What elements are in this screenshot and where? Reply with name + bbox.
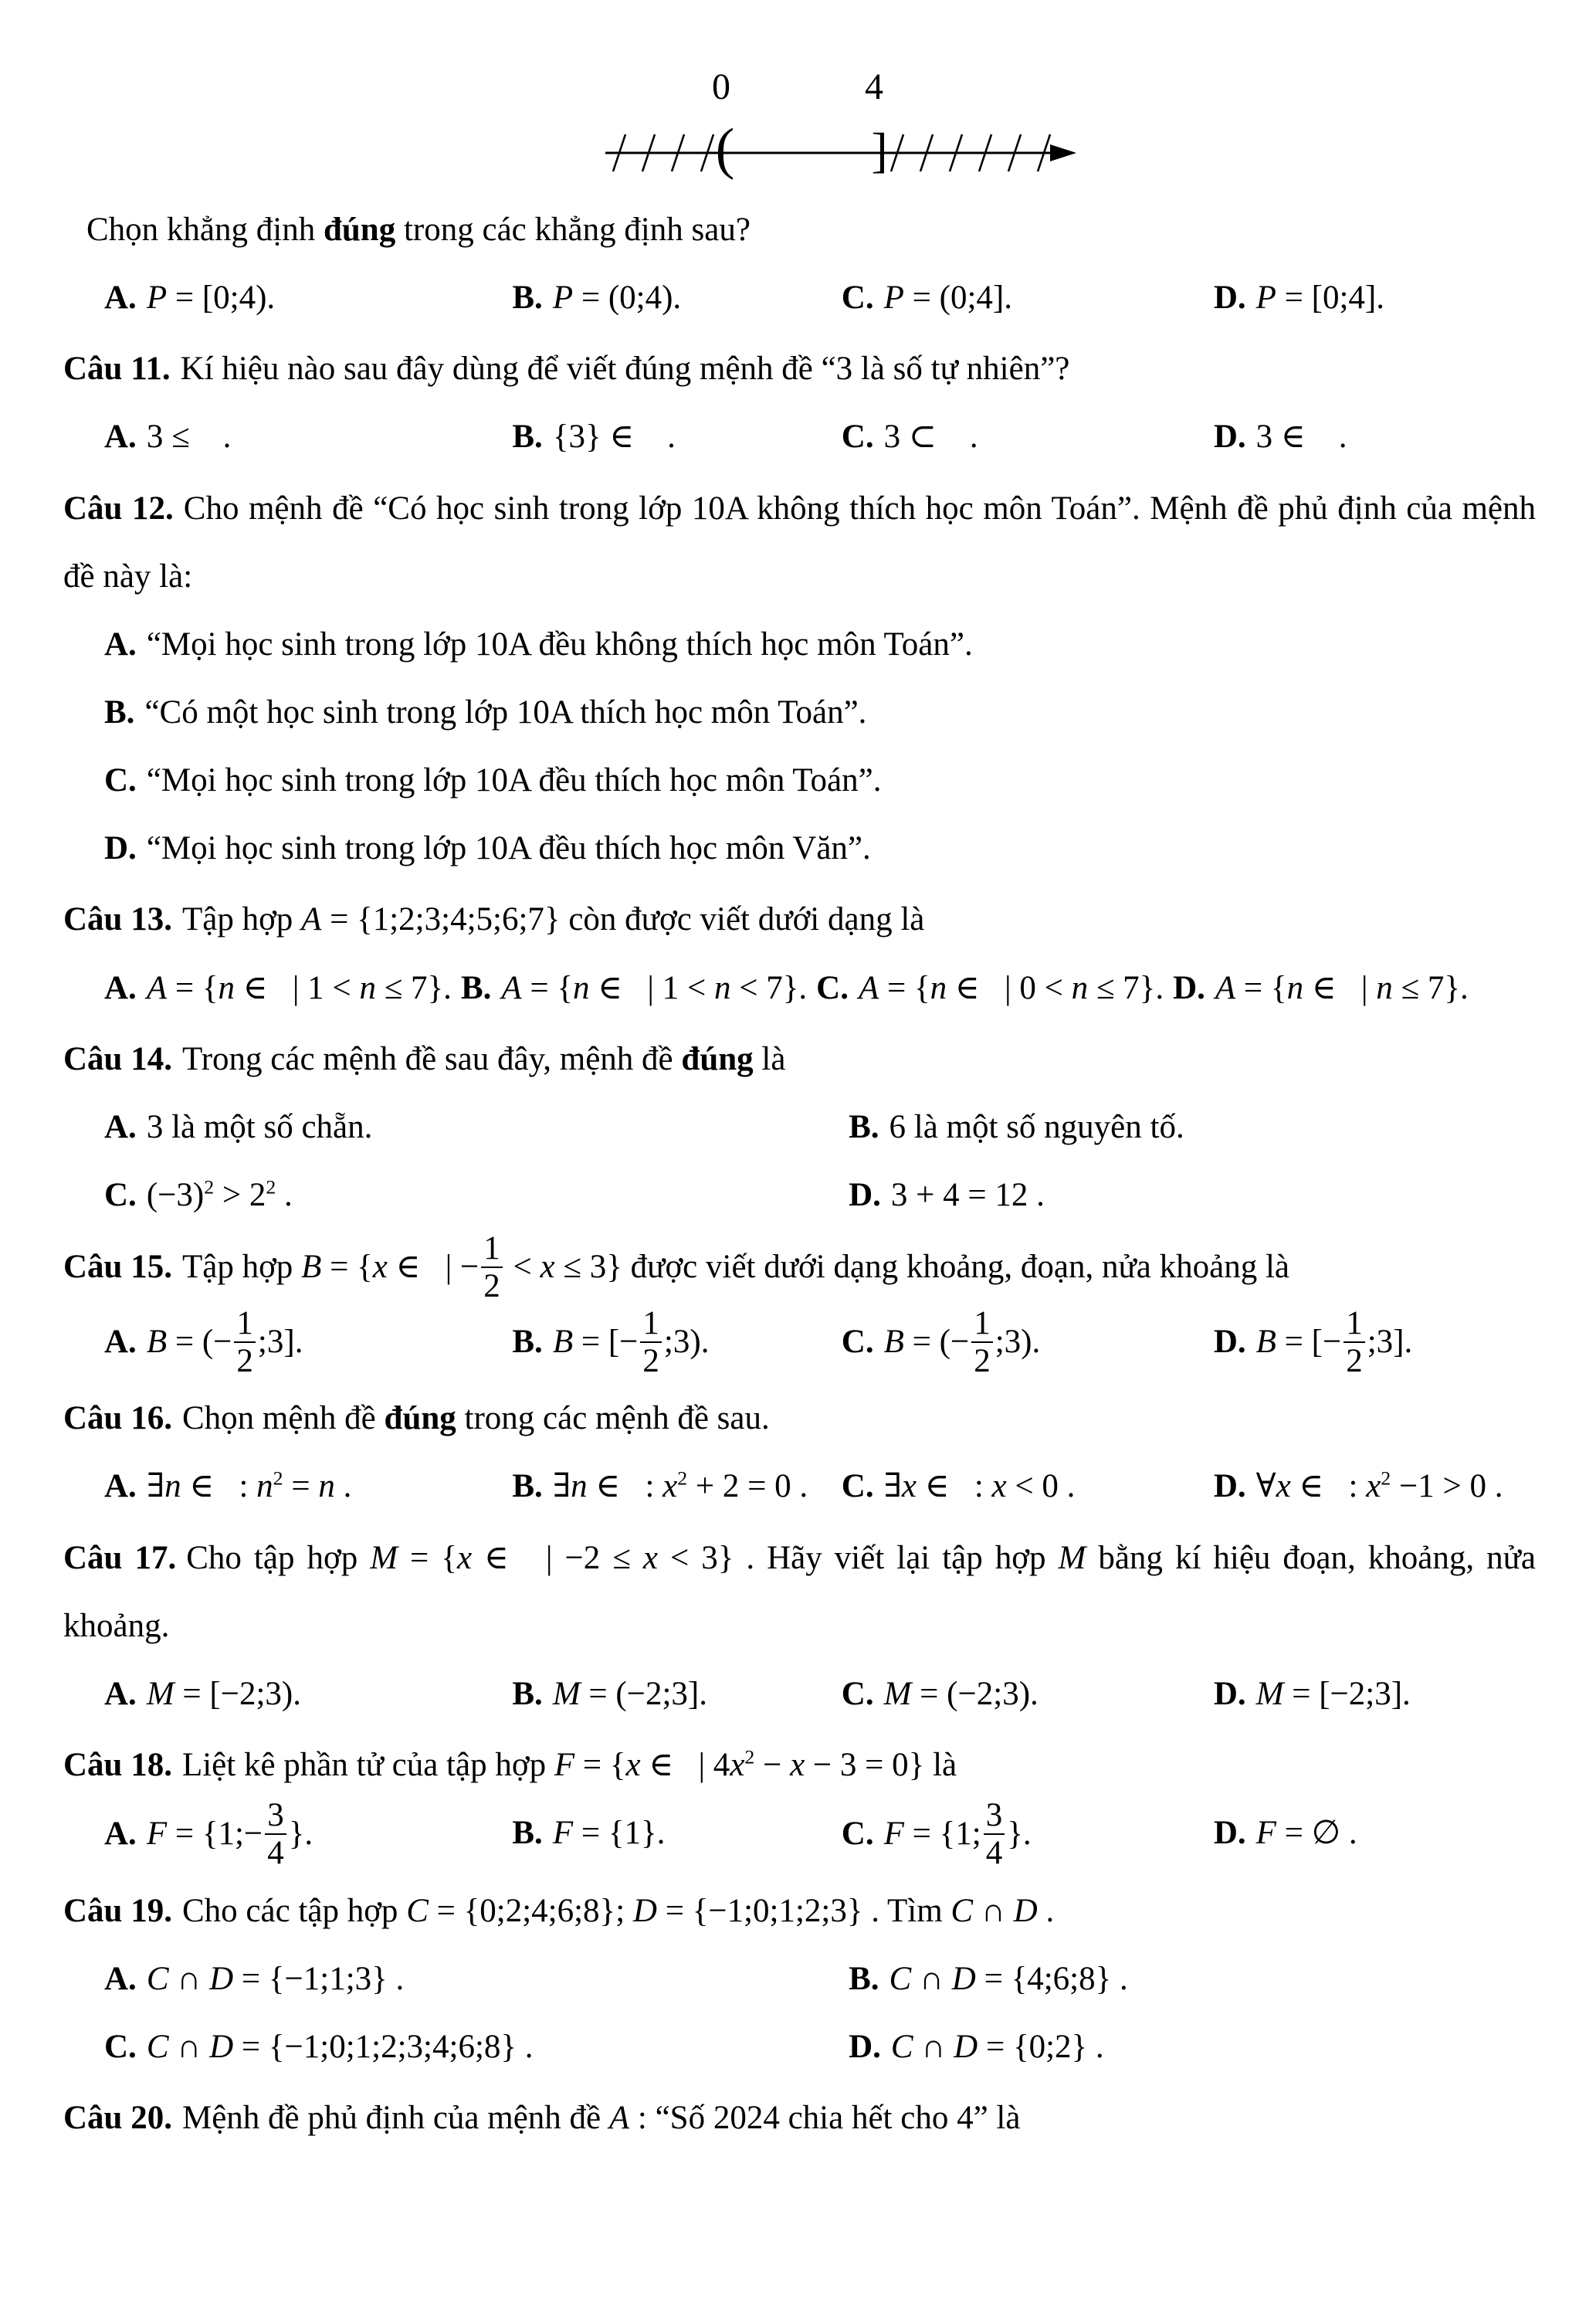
option-a bbox=[104, 264, 512, 332]
question-text: Mệnh đề phủ định của mệnh đề bbox=[181, 2100, 609, 2137]
question-number: Câu 16. bbox=[63, 1400, 172, 1437]
question-text: : “Số 2024 chia hết cho 4” là bbox=[629, 2100, 1021, 2137]
option-d-label: D. bbox=[1173, 969, 1205, 1006]
option-c-label: C. bbox=[104, 762, 137, 799]
option-b bbox=[849, 1945, 1536, 2013]
question-number: Câu 12. bbox=[63, 490, 174, 527]
question-13 bbox=[63, 886, 1536, 1022]
option-b-text: ∃n ∈ : $x^2 + 2 = 0$ . bbox=[552, 1467, 808, 1505]
option-c-text: B = (− $\frac{1}{2}$ ;3). bbox=[883, 1304, 1041, 1379]
option-d-label: D. bbox=[1213, 1323, 1246, 1360]
question-15-text bbox=[63, 1230, 1536, 1307]
question-17-options bbox=[63, 1660, 1536, 1728]
option-d-label: D. bbox=[1213, 1468, 1246, 1505]
option-a-text: ∃n ∈ : $n^2 = n$ . bbox=[146, 1467, 352, 1505]
option-c-label: C. bbox=[841, 280, 874, 317]
option-b bbox=[104, 679, 1536, 747]
question-text: Tập hợp bbox=[181, 901, 302, 938]
option-b bbox=[461, 955, 807, 1022]
option-c-label: C. bbox=[841, 1816, 874, 1853]
option-a-text: 3 ≤ . bbox=[146, 419, 232, 456]
option-c-label: C. bbox=[104, 1176, 137, 1213]
option-c-text: P = (0;4]. bbox=[883, 280, 1012, 317]
option-a-label: A. bbox=[104, 1675, 137, 1712]
option-b-label: B. bbox=[512, 419, 543, 456]
option-b-label: B. bbox=[849, 1960, 879, 1997]
question-13-options bbox=[63, 955, 1536, 1022]
option-b-text: “Có một học sinh trong lớp 10A thích học môn Toán”. bbox=[144, 693, 867, 731]
option-a-label: A. bbox=[104, 969, 137, 1006]
option-b bbox=[512, 1304, 841, 1382]
question-19-text bbox=[63, 1877, 1536, 1945]
option-a-label: A. bbox=[104, 1816, 137, 1853]
question-text: Cho các tập hợp bbox=[181, 1892, 407, 1929]
option-a-label: A. bbox=[104, 280, 137, 317]
question-number: Câu 13. bbox=[63, 901, 172, 938]
question-number: Câu 11. bbox=[63, 351, 171, 388]
question-math: A bbox=[608, 2100, 630, 2137]
question-text: Chọn mệnh đề bbox=[181, 1400, 385, 1437]
option-a-label: A. bbox=[104, 626, 137, 663]
question-12-options bbox=[63, 611, 1536, 883]
question-text: . bbox=[1037, 1892, 1055, 1929]
option-c bbox=[104, 2013, 849, 2081]
option-b-text: M = (−2;3]. bbox=[552, 1675, 707, 1712]
option-b-text: {3} ∈ . bbox=[552, 419, 676, 456]
option-b bbox=[512, 1660, 841, 1728]
question-text: trong các mệnh đề sau. bbox=[456, 1400, 770, 1437]
question-14-text bbox=[63, 1026, 1536, 1094]
option-d-label: D. bbox=[849, 1176, 881, 1213]
option-b bbox=[512, 1453, 841, 1521]
question-math: C ∩ D bbox=[950, 1892, 1038, 1929]
question-text: Trong các mệnh đề sau đây, mệnh đề bbox=[181, 1040, 682, 1077]
open-paren-at-zero: ( bbox=[715, 117, 735, 181]
option-c bbox=[841, 1304, 1214, 1382]
option-d bbox=[1214, 1453, 1536, 1521]
option-b-label: B. bbox=[460, 969, 492, 1006]
option-c-label: C. bbox=[104, 2029, 137, 2066]
option-d bbox=[1214, 1660, 1536, 1728]
option-a-text: “Mọi học sinh trong lớp 10A đều không thích học môn Toán”. bbox=[146, 626, 973, 663]
option-a bbox=[104, 1304, 512, 1382]
option-c-text: A = {n ∈ | 0 < n ≤ 7}. bbox=[858, 969, 1164, 1006]
question-math: M = {x ∈ | −2 ≤ x < 3} bbox=[370, 1539, 734, 1576]
question-18-text bbox=[63, 1731, 1536, 1799]
question-text: Kí hiệu nào sau đây dùng để viết đúng mệnh đề “3 là số tự nhiên”? bbox=[180, 351, 1070, 388]
option-d bbox=[1173, 955, 1469, 1022]
option-c bbox=[842, 264, 1214, 332]
option-d-label: D. bbox=[1213, 1675, 1246, 1712]
option-b-text: P = (0;4). bbox=[552, 280, 682, 317]
option-b-label: B. bbox=[849, 1108, 879, 1145]
option-c bbox=[842, 1453, 1214, 1521]
option-a-text: B = (− $\frac{1}{2}$ ;3]. bbox=[146, 1304, 303, 1379]
question-text: Chọn khẳng định bbox=[86, 212, 324, 248]
question-14-options-row-1 bbox=[63, 1094, 1536, 1161]
question-number: Câu 20. bbox=[63, 2100, 172, 2137]
question-15-options bbox=[63, 1304, 1536, 1382]
question-text: Cho mệnh đề “Có học sinh trong lớp 10A không thích học môn Toán”. Mệnh đề phủ định của mệnh đề này là: bbox=[63, 490, 1537, 595]
option-d-text: M = [−2;3]. bbox=[1255, 1675, 1411, 1712]
option-d-label: D. bbox=[1213, 1815, 1246, 1852]
question-16-options bbox=[63, 1453, 1536, 1521]
option-d bbox=[1214, 403, 1536, 471]
option-b-text: 6 là một số nguyên tố. bbox=[889, 1108, 1184, 1145]
question-text: . Tìm bbox=[862, 1892, 951, 1929]
option-d-label: D. bbox=[849, 2029, 881, 2066]
option-d bbox=[849, 1161, 1536, 1229]
question-11 bbox=[63, 335, 1536, 471]
option-c-text: F = {1; $\frac{3}{4}$ }. bbox=[883, 1797, 1032, 1872]
option-a-label: A. bbox=[104, 1108, 137, 1145]
option-a-label: A. bbox=[104, 1323, 137, 1360]
option-a bbox=[104, 611, 1536, 679]
option-d bbox=[104, 815, 1536, 883]
option-d bbox=[1214, 1799, 1536, 1874]
option-b bbox=[512, 264, 841, 332]
question-20-text bbox=[63, 2084, 1536, 2152]
page bbox=[0, 59, 1596, 2152]
option-a-text: A = {n ∈ | 1 < n ≤ 7}. bbox=[146, 969, 452, 1006]
question-text: còn được viết dưới dạng là bbox=[560, 901, 925, 938]
option-c bbox=[842, 1799, 1214, 1874]
question-10-options bbox=[63, 264, 1536, 332]
question-math: M bbox=[1058, 1539, 1086, 1576]
option-a bbox=[104, 1799, 512, 1874]
option-c-text: M = (−2;3). bbox=[883, 1675, 1039, 1712]
option-d-text: ∀x ∈ : $x^2 -1 > 0$ . bbox=[1255, 1467, 1503, 1505]
option-d-label: D. bbox=[1213, 280, 1246, 317]
option-a-text: F = {1;− $\frac{3}{4}$ }. bbox=[146, 1797, 313, 1872]
question-number: Câu 19. bbox=[63, 1892, 172, 1929]
option-c-label: C. bbox=[841, 1323, 874, 1360]
question-text-bold: đúng bbox=[384, 1400, 456, 1437]
question-19-options-row-2 bbox=[63, 2013, 1536, 2081]
option-b-label: B. bbox=[512, 1815, 543, 1852]
option-d-label: D. bbox=[104, 830, 137, 867]
option-d-text: P = [0;4]. bbox=[1255, 280, 1384, 317]
option-c bbox=[104, 747, 1536, 815]
option-b bbox=[512, 1799, 841, 1874]
question-math: A = {1;2;3;4;5;6;7} bbox=[301, 901, 561, 938]
question-text: Cho tập hợp bbox=[186, 1539, 371, 1576]
question-12 bbox=[63, 475, 1536, 883]
question-text-bold: đúng bbox=[681, 1040, 754, 1077]
option-d-text: 3 ∈ . bbox=[1255, 419, 1347, 456]
option-a-text: C ∩ D = {−1;1;3} . bbox=[146, 1960, 405, 1997]
option-d-text: B = [− $\frac{1}{2}$ ;3]. bbox=[1255, 1304, 1413, 1379]
option-a bbox=[104, 1453, 512, 1521]
question-text: Tập hợp bbox=[181, 1249, 302, 1286]
option-d-text: F = ∅ . bbox=[1255, 1815, 1357, 1852]
option-c-label: C. bbox=[841, 419, 874, 456]
question-19-options-row-1 bbox=[63, 1945, 1536, 2013]
question-text: . Hãy viết lại tập hợp bbox=[734, 1539, 1059, 1576]
option-c bbox=[842, 403, 1214, 471]
question-text: bằng kí hiệu đoạn, khoảng, nửa khoảng. bbox=[63, 1539, 1537, 1644]
question-14-options-row-2 bbox=[63, 1161, 1536, 1229]
option-b-text: B = [− $\frac{1}{2}$ ;3). bbox=[552, 1304, 710, 1379]
question-17-text bbox=[63, 1524, 1536, 1660]
question-number: Câu 17. bbox=[63, 1539, 177, 1576]
option-a-text: M = [−2;3). bbox=[146, 1675, 301, 1712]
question-math: F = {x ∈ | $4x^2 - x - 3 = 0$} bbox=[554, 1745, 925, 1783]
option-a bbox=[104, 1945, 849, 2013]
option-d-text: 3 + 4 = 12 . bbox=[890, 1176, 1045, 1213]
option-d-text: A = {n ∈ | n ≤ 7}. bbox=[1215, 969, 1469, 1006]
option-d-text: C ∩ D = {0;2} . bbox=[890, 2029, 1104, 2066]
option-b-label: B. bbox=[104, 693, 135, 731]
question-10 bbox=[63, 196, 1536, 332]
question-text: là bbox=[753, 1040, 786, 1077]
question-text-bold: đúng bbox=[323, 212, 396, 248]
option-a bbox=[104, 1660, 512, 1728]
option-a-label: A. bbox=[104, 1960, 137, 1997]
option-d-text: “Mọi học sinh trong lớp 10A đều thích học môn Văn”. bbox=[146, 830, 871, 867]
option-a-text: P = [0;4). bbox=[146, 280, 276, 317]
option-b-label: B. bbox=[512, 280, 543, 317]
option-b-label: B. bbox=[512, 1675, 543, 1712]
question-12-text bbox=[63, 475, 1536, 611]
question-11-options bbox=[63, 403, 1536, 471]
close-bracket-at-four: ] bbox=[871, 123, 888, 178]
option-c-text: 3 ⊂ . bbox=[883, 419, 978, 456]
question-16 bbox=[63, 1385, 1536, 1521]
option-b-text: A = {n ∈ | 1 < n < 7}. bbox=[501, 969, 808, 1006]
option-c-text: $(-3)^2 > 2^2$ . bbox=[146, 1175, 293, 1213]
option-a-label: A. bbox=[104, 1468, 137, 1505]
question-16-text bbox=[63, 1385, 1536, 1453]
option-b-text: F = {1}. bbox=[552, 1815, 666, 1852]
option-b bbox=[512, 403, 841, 471]
option-b-label: B. bbox=[512, 1468, 543, 1505]
option-b-text: C ∩ D = {4;6;8} . bbox=[889, 1960, 1128, 1997]
question-11-text bbox=[63, 335, 1536, 403]
option-a bbox=[104, 1094, 849, 1161]
option-d bbox=[1213, 1304, 1536, 1382]
question-math: C = {0;2;4;6;8}; D = {−1;0;1;2;3} bbox=[406, 1892, 863, 1929]
option-c bbox=[816, 955, 1164, 1022]
tick-label-four: 4 bbox=[865, 66, 883, 107]
number-line-figure bbox=[604, 59, 1083, 190]
question-number: Câu 14. bbox=[63, 1040, 172, 1077]
tick-label-zero: 0 bbox=[712, 66, 730, 107]
question-20 bbox=[63, 2084, 1536, 2152]
option-c-text: C ∩ D = {−1;0;1;2;3;4;6;8} . bbox=[146, 2029, 534, 2066]
question-text: trong các khẳng định sau? bbox=[395, 212, 751, 248]
option-c bbox=[104, 1161, 849, 1229]
question-number: Câu 15. bbox=[63, 1249, 172, 1286]
option-c-label: C. bbox=[841, 1675, 874, 1712]
question-text: được viết dưới dạng khoảng, đoạn, nửa khoảng là bbox=[622, 1249, 1290, 1286]
option-c-label: C. bbox=[816, 969, 849, 1006]
arrow-right-icon bbox=[1050, 144, 1076, 161]
question-text: là bbox=[924, 1747, 957, 1783]
option-a bbox=[104, 403, 512, 471]
question-10-text bbox=[63, 196, 1536, 264]
option-b bbox=[849, 1094, 1536, 1161]
question-13-text bbox=[63, 886, 1536, 954]
option-d bbox=[1214, 264, 1536, 332]
option-a-label: A. bbox=[104, 419, 137, 456]
option-c-label: C. bbox=[841, 1468, 874, 1505]
question-18-options bbox=[63, 1799, 1536, 1874]
question-14 bbox=[63, 1026, 1536, 1229]
option-b-label: B. bbox=[512, 1323, 543, 1360]
question-18 bbox=[63, 1731, 1536, 1874]
option-d bbox=[849, 2013, 1536, 2081]
option-d-label: D. bbox=[1213, 419, 1246, 456]
question-text: Liệt kê phần tử của tập hợp bbox=[181, 1747, 554, 1783]
question-math: B = {x ∈ | − $\frac{1}{2}$ < x ≤ 3} bbox=[301, 1230, 622, 1305]
option-a bbox=[104, 955, 452, 1022]
option-c bbox=[842, 1660, 1214, 1728]
option-c-text: ∃x ∈ : x < 0 . bbox=[883, 1468, 1076, 1505]
question-number: Câu 18. bbox=[63, 1747, 172, 1783]
question-17 bbox=[63, 1524, 1536, 1728]
option-a-text: 3 là một số chẵn. bbox=[146, 1108, 373, 1145]
option-c-text: “Mọi học sinh trong lớp 10A đều thích học môn Toán”. bbox=[146, 762, 882, 799]
question-19 bbox=[63, 1877, 1536, 2081]
question-15 bbox=[63, 1230, 1536, 1382]
